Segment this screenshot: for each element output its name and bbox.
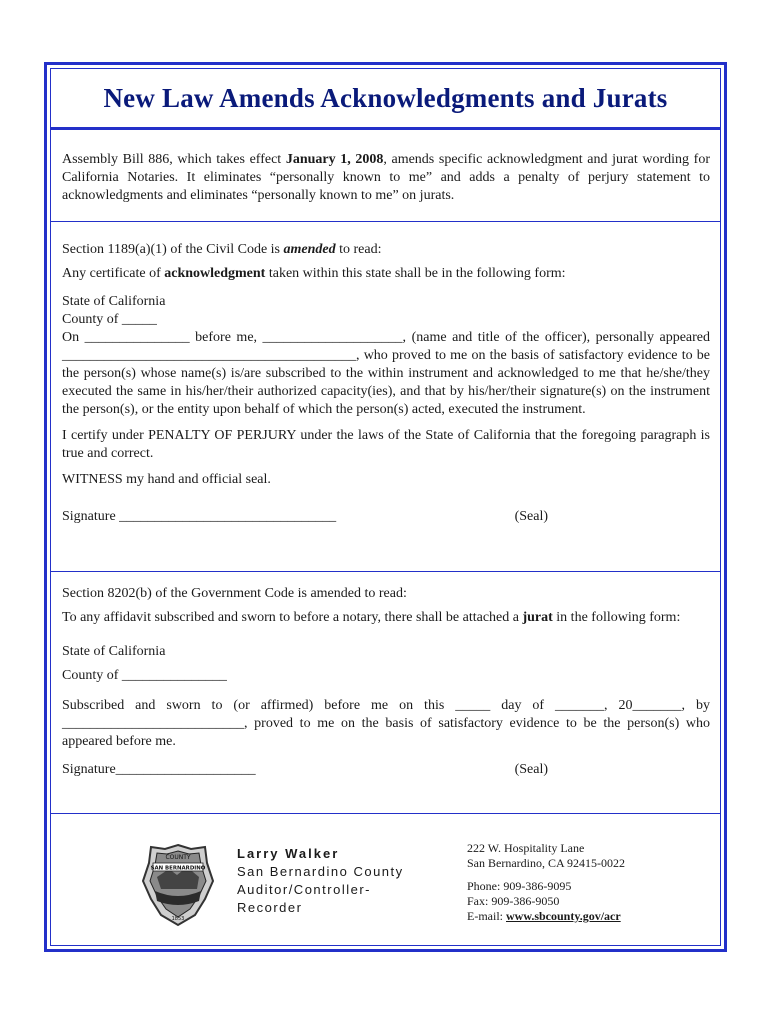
county-seal-logo [141,843,215,927]
footer [51,823,720,943]
ack-line-pre: Any certificate of [62,266,165,281]
jurat-line-post: in the following form: [552,610,681,625]
ack-signature: Signature _______________________________ [62,509,337,524]
jurat-intro-line [62,609,710,627]
intro-text-post: , amends specific acknowledgment and jurat wording for California Notaries. It eliminates “personally known to me” and adds a penalty of perjury statement to acknowledgments and eliminates “personally known to me” on jurats. [62,152,710,203]
jurat-line-pre: To any affidavit subscribed and sworn to before a notary, there shall be attached a [62,610,523,625]
ack-line-bold: acknowledgment [164,266,266,281]
email-line [467,909,625,924]
jurat-signature-row [62,761,710,779]
ack-county: County of _____ [62,312,157,327]
ack-heading-amended: amended [283,242,336,257]
divider [51,571,720,572]
document-frame [44,62,727,952]
email-link[interactable]: www.sbcounty.gov/acr [506,909,621,923]
intro-effective-date: January 1, 2008 [285,152,384,167]
acknowledgment-section [62,241,710,526]
official-name: Larry Walker [237,846,340,861]
phone: Phone: 909-386-9095 [467,879,572,893]
ack-seal: (Seal) [514,509,548,524]
ack-intro-line [62,265,710,283]
page-title: New Law Amends Acknowledgments and Jurats [103,82,668,113]
ack-heading-post: to read: [335,242,382,257]
jurat-seal: (Seal) [514,762,548,777]
official-county: San Bernardino County [237,864,404,879]
ack-heading-pre: Section 1189(a)(1) of the Civil Code is [62,242,284,257]
ack-line-post: taken within this state shall be in the following form: [265,266,566,281]
title-box [51,69,720,130]
address-line2: San Bernardino, CA 92415-0022 [467,856,625,870]
jurat-state: State of California [62,644,166,659]
intro-paragraph [62,151,710,205]
official-block [237,845,404,917]
contact-block [467,841,625,924]
ack-perjury: I certify under PENALTY OF PERJURY under the laws of the State of California that the foregoing paragraph is true and correct. [62,428,710,461]
ack-state: State of California [62,294,166,309]
fax: Fax: 909-386-9050 [467,894,560,908]
jurat-county: County of _______________ [62,668,227,683]
jurat-signature: Signature____________________ [62,762,256,777]
jurat-heading: Section 8202(b) of the Government Code is amended to read: [62,586,407,601]
jurat-section [62,585,710,779]
intro-text-pre: Assembly Bill 886, which takes effect [62,152,286,167]
ack-heading [62,241,710,259]
ack-body: On _______________ before me, ____________________, (name and title of the officer), personally appeared __________________________________________, who proved to me on the basis of satisfactory evidence to be the person(s) whose name(s) is/are subscribed to the within instrument and acknowledged to me that he/she/they executed the same in his/her/their authorized capacity(ies), and that by his/her/their signature(s) on the instrument the person(s), or the entity upon behalf of which the person(s) acted, executed the instrument. [62,330,710,417]
seal-name-text: SAN BERNARDINO [150,865,206,872]
jurat-line-bold: jurat [522,610,553,625]
jurat-body: Subscribed and sworn to (or affirmed) before me on this _____ day of _______, 20_______, by __________________________, proved to me on the basis of satisfactory evidence to be the person(s) who appeared before me. [62,698,710,749]
seal-year-text: 1853 [171,916,185,922]
official-title-line1: Auditor/Controller- [237,882,371,897]
seal-county-text: COUNTY [165,854,191,861]
official-title-line2: Recorder [237,900,303,915]
ack-witness: WITNESS my hand and official seal. [62,472,271,487]
divider [51,221,720,222]
divider [51,813,720,814]
address-line1: 222 W. Hospitality Lane [467,841,585,855]
email-label: E-mail: [467,909,506,923]
ack-signature-row [62,508,710,526]
